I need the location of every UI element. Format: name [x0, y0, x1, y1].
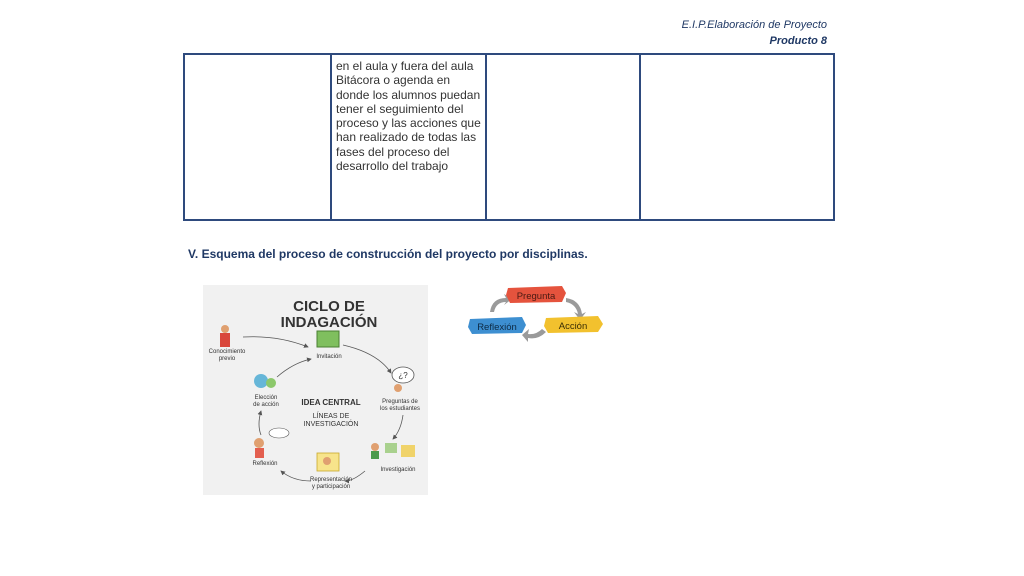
stage-invitacion: Invitación — [316, 354, 342, 360]
table-cell-empty — [184, 54, 331, 220]
table-cell-empty — [486, 54, 640, 220]
header-product-label: Producto 8 — [769, 35, 827, 47]
inquiry-cycle-diagram — [203, 285, 428, 495]
stage-representacion-1: Representación — [309, 477, 353, 483]
stage-representacion-2: y participación — [311, 484, 351, 490]
center-idea: IDEA CENTRAL — [301, 398, 361, 407]
table-row — [184, 54, 834, 220]
stage-investigacion: Investigación — [380, 467, 416, 473]
table-cell-empty — [640, 54, 834, 220]
stage-eleccion-2: de acción — [253, 402, 279, 408]
cycle-diagram — [466, 284, 606, 346]
cell-text: en el aula y fuera del aula Bitácora o agenda en donde los alumnos puedan tener el seguimiento del proceso y las acciones que han realizado de todas las fases del proceso del desarrollo del trabajo — [336, 59, 481, 174]
investigation-icon — [371, 443, 415, 459]
student-figure-icon — [220, 325, 230, 347]
stage-conocimiento-1: Conocimiento — [208, 349, 246, 355]
pregunta-node — [506, 286, 566, 303]
ciclo-title-line1: CICLO DE — [293, 298, 365, 315]
accion-label: Acción — [558, 321, 588, 332]
header-project-title: E.I.P.Elaboración de Proyecto — [681, 19, 827, 31]
pregunta-label: Pregunta — [516, 291, 556, 302]
activities-table — [183, 53, 835, 221]
stage-preguntas-1: Preguntas de — [382, 399, 418, 405]
center-investigacion: INVESTIGACIÓN — [303, 421, 359, 428]
question-action-reflection-cycle — [466, 284, 606, 346]
thinking-child-icon — [392, 367, 414, 392]
stage-eleccion-1: Elección — [254, 395, 278, 401]
stage-reflexion: Reflexión — [252, 461, 278, 467]
stage-preguntas-2: los estudiantes — [379, 406, 421, 412]
table-cell — [331, 54, 486, 220]
reflexion-node — [468, 317, 526, 334]
ciclo-title-line2: INDAGACIÓN — [280, 314, 378, 331]
invitation-icon — [317, 331, 339, 347]
center-lineas: LÍNEAS DE — [312, 413, 350, 420]
representation-icon — [317, 453, 339, 471]
section-title: V. Esquema del proceso de construcción del proyecto por disciplinas. — [188, 247, 588, 261]
reflexion-label: Reflexión — [477, 322, 517, 333]
svg-text:¿?: ¿? — [398, 371, 408, 380]
inquiry-cycle-image — [203, 285, 428, 495]
choice-icon — [254, 374, 276, 388]
reflection-icon — [254, 428, 289, 458]
stage-conocimiento-2: previo — [218, 356, 236, 362]
accion-node — [544, 316, 603, 333]
